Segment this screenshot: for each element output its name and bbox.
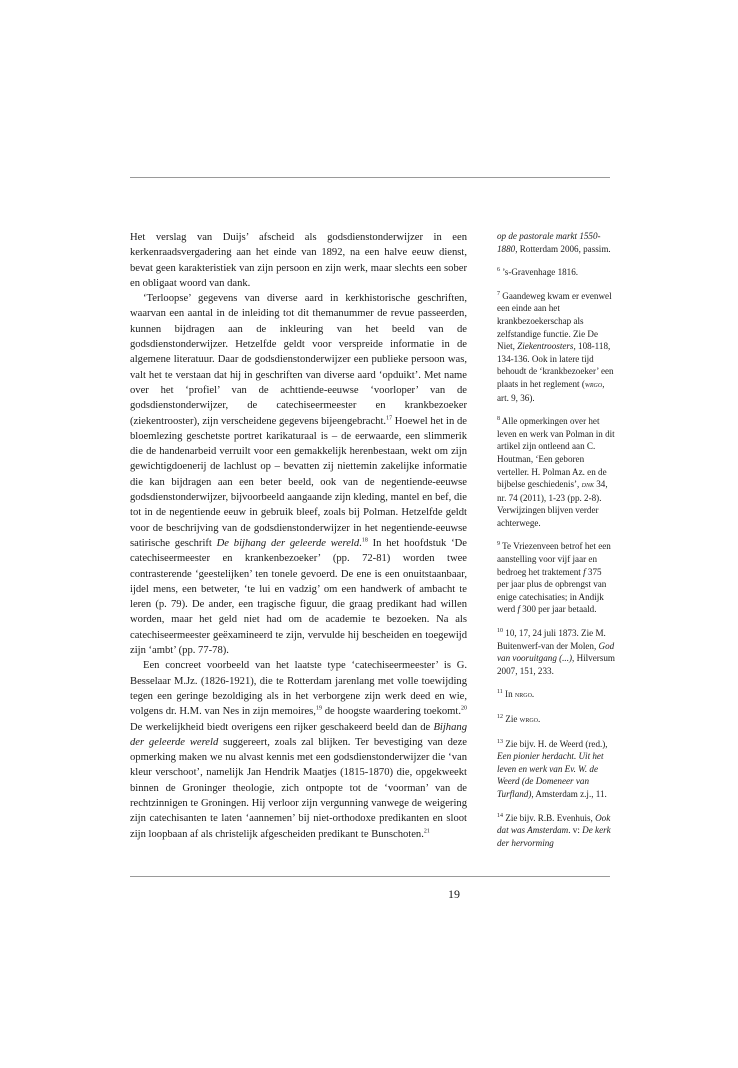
- footnote: $^{12}$ Zie wrgo.: [497, 713, 541, 724]
- footnote: $^7$ Gaandeweg kwam er evenwel een einde aan het krankbezoekerschap als zelfstandige functie. Zie De Niet, Ziekentroosters, 108-118, 134-136. Ook in latere tijd behoudt de ‘krankbezoeker’ een plaats in het reglement (wrgo, art. 9, 36).: [497, 290, 614, 403]
- body-paragraph: Het verslag van Duijs’ afscheid als godsdienstonderwijzer in een kerkenraadsvergadering aan het einde van 1892, na een halve eeuw dienst, bevat geen karakteristiek van zijn persoon en zijn werk, maar slechts een sober en obligaat woord van dank.: [130, 232, 467, 289]
- footnote: $^6$ ’s-Gravenhage 1816.: [497, 267, 579, 278]
- footnote: op de pastorale markt 1550-1880, Rotterdam 2006, passim.: [497, 231, 611, 254]
- bottom-rule: [130, 876, 610, 877]
- body-paragraph: ‘Terloopse’ gegevens van diverse aard in kerkhistorische geschriften, waarvan een aantal in de inleiding tot dit themanummer de revue passeerden, kunnen bijdragen aan de inkleuring van het beeld van de godsdienstonderwijzer. Hetzelfde geldt voor verspreide informatie in de algemene literatuur. Daar de godsdienstonderwijzer een publieke persoon was, valt het te verstaan dat hij in geschriften van diverse aard ‘opduikt’. Met name over het ‘profiel’ van de achttiende-eeuwse ‘voorloper’ van de godsdienstonderwijzer, de catechiseermeester en krankbezoeker (ziekentrooster), zijn verscheidene gegevens bijeengebracht.$^{17}$ Hoewel het in de bloemlezing geschetste portret karikaturaal is – de eerwaarde, een slimmerik die de handenarbeid verruilt voor een gemakkelijk herenbestaan, wekt om zijn gewichtigdoenerij de lachlust op – bevatten zij niettemin zakelijke informatie die kan bijdragen aan een beter beeld, ook van de negentiende-eeuwse godsdienstonderwijzer, bijvoorbeeld aangaande zijn kleding, mantel en bef, die tot in de negentiende eeuw in gebruik bleef, zoals bij Polman. Hetzelfde geldt voor de beschrijving van de godsdienstonderwijzer in het negentiende-eeuwse satirische geschrift De bijhang der geleerde wereld.$^{18}$ In het hoofdstuk ‘De catechiseermeester en krankenbezoeker’ (pp. 72-81) worden twee contrasterende ‘geestelijken’ ten tonele gevoerd. De ene is een onuitstaanbaar, ijdel mens, een betweter, ‘te lui en vadzig’ om een handwerk of ambacht te leren (p. 79). De ander, een tragische figuur, die graag predikant had willen worden, maar het geld niet had om de academie te bezoeken. Na als catechiseermeester geëxamineerd te zijn, vervulde hij bescheiden en toegewijd zijn ‘ambt’ (pp. 77-78).: [130, 293, 468, 657]
- footnote: $^{14}$ Zie bijv. R.B. Evenhuis, Ook dat was Amsterdam. v: De kerk der hervorming: [497, 812, 611, 848]
- footnote: $^9$ Te Vriezenveen betrof het een aanstelling voor vijf jaar en bedroeg het traktement f 375 per jaar plus de opbrengst van enige catechisaties; in Andijk werd f 300 per jaar betaald.: [497, 541, 611, 615]
- top-rule: [130, 177, 610, 178]
- footnote: $^{10}$ 10, 17, 24 juli 1873. Zie M. Buitenwerf-van der Molen, God van vooruitgang (...), Hilversum 2007, 151, 233.: [497, 628, 615, 676]
- page-number: 19: [448, 887, 460, 901]
- body-paragraph: Een concreet voorbeeld van het laatste type ‘catechiseermeester’ is G. Besselaar M.Jz. (1826-1921), die te Rotterdam jarenlang met volle toewijding tegen een geringe bezoldiging als in het verborgene zijn werk deed en wie, volgens dr. H.M. van Nes in zijn memoires,$^{19}$ de hoogste waardering toekomt.$^{20}$ De werkelijkheid biedt overigens een rijker geschakeerd beeld dan de Bijhang der geleerde wereld suggereert, zoals zal blijken. Ter bevestiging van deze opmerking maken we nu alvast kennis met een godsdienstonderwijzer die ‘van kleur verschoot’, namelijk Jan Hendrik Maatjes (1815-1870) die, opgekweekt binnen de Groninger theologie, zich ontpopte tot de ‘voorman’ van de rechtzinnigen te Groningen. Hij verloor zijn vergunning vanwege de weigering zijn catechisanten te laten ‘aannemen’ bij niet-orthodoxe predikanten en sloot zijn loopbaan af als christelijk afgescheiden predikant te Bunschoten.$^{21}$: [130, 660, 468, 840]
- footnote: $^{11}$ In nrgo.: [497, 689, 535, 700]
- footnote: $^8$ Alle opmerkingen over het leven en werk van Polman in dit artikel zijn ontleend aan C. Houtman, ‘Een geboren verteller. H. Polman Az. en de bijbelse geschiedenis’, dnk 34, nr. 74 (2011), 1-23 (pp. 2-8). Verwijzingen blijven verder achterwege.: [497, 416, 615, 528]
- body-text: [130, 230, 467, 842]
- footnotes: [497, 230, 615, 860]
- footnote: $^{13}$ Zie bijv. H. de Weerd (red.), Een pionier herdacht. Uit het leven en werk van Ev. W. de Weerd (de Domeneer van Turfland), Amsterdam z.j., 11.: [497, 738, 608, 799]
